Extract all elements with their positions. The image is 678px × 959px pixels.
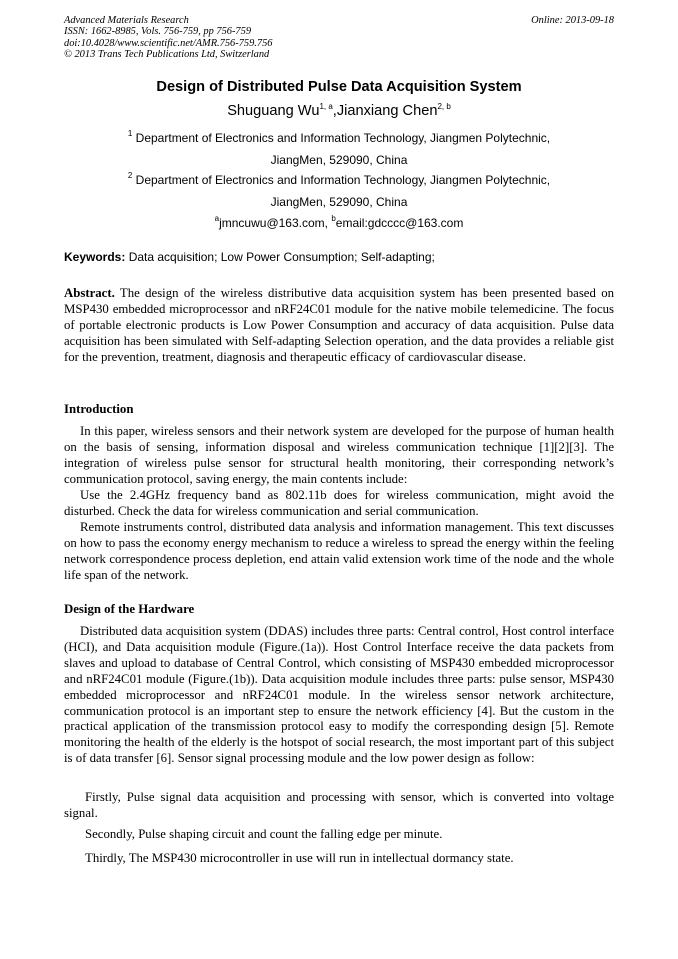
email-link[interactable]: email:gdcccc@163.com: [335, 216, 464, 230]
affiliation-1-city: JiangMen, 529090, China: [270, 153, 408, 167]
paragraph: Thirdly, The MSP430 microcontroller in use will run in intellectual dormancy state.: [85, 851, 514, 865]
author-affil-mark: 2, b: [437, 102, 451, 111]
abstract-label: Abstract.: [64, 286, 115, 300]
section-heading-introduction: Introduction: [64, 402, 134, 416]
journal-header: [64, 15, 614, 60]
journal-name: Advanced Materials Research: [64, 15, 189, 26]
paragraph: Distributed data acquisition system (DDAS) includes three parts: Central control, Host control interface (HCI), and Data acquisition module (Figure.(1a)). Host Control Interface receive the data packets from slaves and upload to database of Central Control, which consisting of MSP430 embedded microprocessor and nRF24C01 module (Figure.(1b)). Data acquisition module includes three parts: pulse sensor, MSP430 embedded microprocessor and nRF24C01 module. In the wireless sensor network architecture, communication protocol is an important step to ensure the network efficiency [4]. But the custom in the practical application of the transmission protocol easy to modify the corresponding design [5]. Remote monitoring the health of the elderly is the hotspot of social research, the most important part of this subject is of data transfer [6]. Sensor signal processing module and the low power design as follow:: [64, 624, 614, 766]
copyright-line: © 2013 Trans Tech Publications Ltd, Switzerland: [64, 48, 270, 60]
affiliation-2: [0, 173, 678, 187]
author-separator: ,: [332, 103, 337, 119]
keywords-label: Keywords:: [64, 250, 126, 264]
paragraph: Firstly, Pulse signal data acquisition and processing with sensor, which is converted into voltage signal.: [64, 790, 614, 820]
affiliation-2-city: JiangMen, 529090, China: [270, 195, 408, 209]
keywords-text: Data acquisition; Low Power Consumption; Self-adapting;: [125, 250, 435, 264]
affiliation-line: Department of Electronics and Information Technology, Jiangmen Polytechnic,: [135, 173, 551, 187]
keywords: [64, 250, 614, 264]
paragraph: Use the 2.4GHz frequency band as 802.11b does for wireless communication, might avoid the disturbed. Check the data for wireless communication and serial communication.: [64, 488, 614, 518]
paragraph: In this paper, wireless sensors and their network system are developed for the purpose of human health on the basis of sensing, information disposal and wireless communication technique [1][2][3]. The integration of wireless pulse sensor for structural health monitoring, their corresponding network’s communication protocol, saving energy, the main contents include:: [64, 424, 614, 486]
section-heading-hardware: Design of the Hardware: [64, 602, 195, 616]
author-emails: [0, 216, 678, 230]
email-mark: a: [214, 214, 220, 223]
abstract-text: The design of the wireless distributive data acquisition system has been presented based on MSP430 embedded microprocessor and nRF24C01 module for the native mobile telemedicine. The focus of portable electronic products is Low Power Consumption and accuracy of data acquisition. Pulse data acquisition has been simulated with Self-adapting Selection operation, and the data provides a reliable gist for the prevention, treatment, diagnosis and therapeutic efficacy of cardiovascular disease.: [64, 286, 614, 364]
paragraph: Secondly, Pulse shaping circuit and count the falling edge per minute.: [85, 827, 443, 841]
online-date: Online: 2013-09-18: [531, 15, 614, 26]
author-affil-mark: 1, a: [319, 102, 333, 111]
issn-line: ISSN: 1662-8985, Vols. 756-759, pp 756-759: [64, 26, 252, 38]
affiliation-line: Department of Electronics and Information Technology, Jiangmen Polytechnic,: [135, 131, 551, 145]
affiliation-1: [0, 131, 678, 145]
author-list: [0, 103, 678, 119]
author-name: Shuguang Wu: [227, 103, 320, 119]
abstract: [64, 286, 614, 366]
email-mark: b: [331, 214, 336, 223]
doi-line[interactable]: doi:10.4028/www.scientific.net/AMR.756-759.756: [64, 37, 273, 49]
email-link[interactable]: jmncuwu@163.com,: [219, 216, 332, 230]
affiliation-number: 1: [127, 129, 133, 138]
paragraph: Remote instruments control, distributed data analysis and information management. This text discusses on how to pass the economy energy mechanism to reduce a wireless to spread the energy within the feeling network correspondence process depletion, end attain valid extension work time of the node and the whole life span of the network.: [64, 520, 614, 582]
author-name: Jianxiang Chen: [336, 103, 438, 119]
affiliation-number: 2: [127, 171, 133, 180]
paper-title: Design of Distributed Pulse Data Acquisition System: [156, 79, 522, 95]
